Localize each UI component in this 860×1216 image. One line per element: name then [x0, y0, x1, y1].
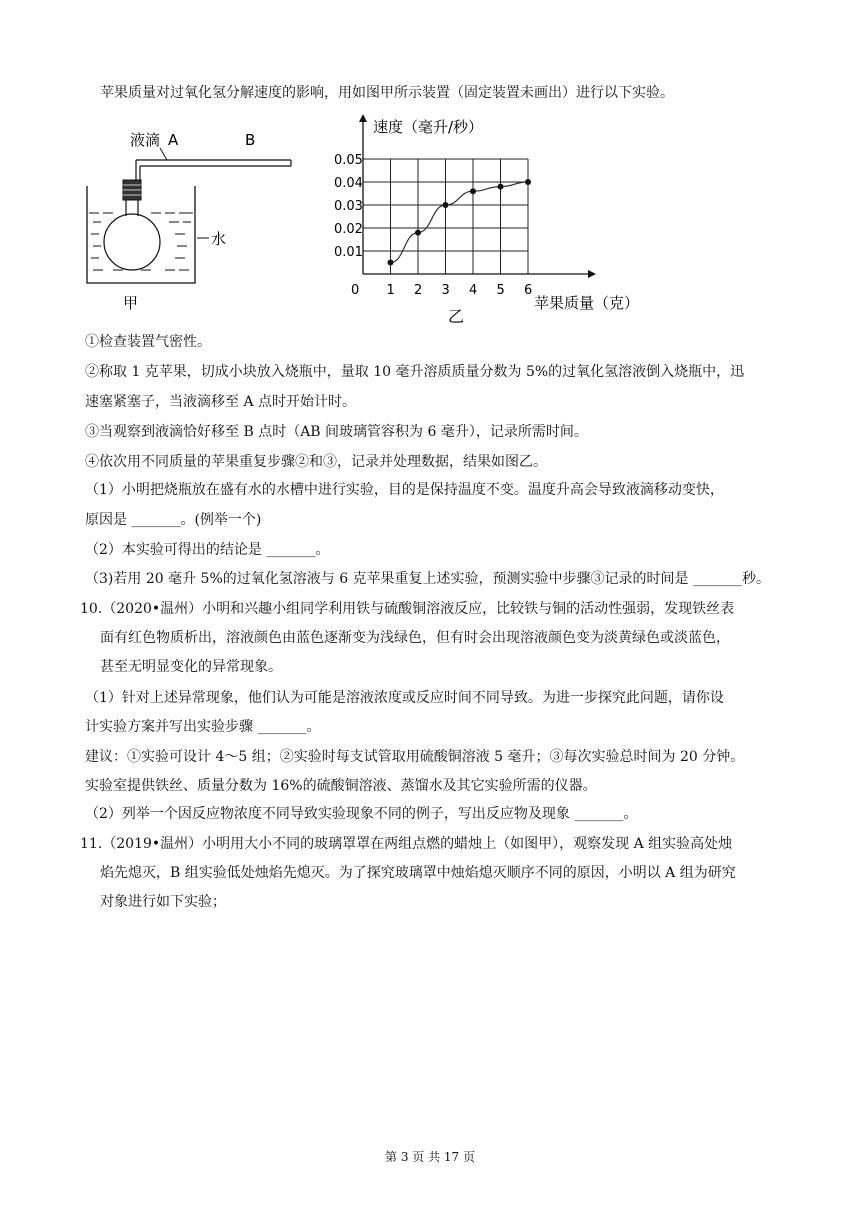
chart-caption: 乙 [448, 307, 465, 326]
water-label: 水 [211, 230, 227, 248]
step-4: ④依次用不同质量的苹果重复步骤②和③，记录并处理数据，结果如图乙。 [85, 454, 547, 470]
data-point [388, 260, 394, 266]
chart-ylabel: 速度（毫升/秒） [373, 118, 484, 136]
data-point [498, 184, 504, 190]
figure-jia-caption: 甲 [123, 294, 139, 312]
x-tick-label: 6 [524, 283, 533, 298]
y-axis-arrow [359, 114, 367, 122]
y-tick-label: 0.02 [334, 222, 363, 237]
data-point [525, 179, 531, 185]
q10-stem-2: 面有红色物质析出，溶液颜色由蓝色逐渐变为浅绿色，但有时会出现溶液颜色变为淡黄绿色或淡蓝色， [100, 630, 730, 646]
page-footer: 第 3 页 共 17 页 [385, 1150, 475, 1164]
q11-stem-3: 对象进行如下实验； [100, 894, 226, 910]
x-tick-label: 0 [351, 283, 360, 298]
q10-1: （1）针对上述异常现象，他们认为可能是溶液浓度或反应时间不同导致。为进一步探究此问题，请你设 [85, 690, 724, 706]
chart-grid [363, 159, 528, 274]
q10-stem-3: 甚至无明显变化的异常现象。 [100, 659, 282, 675]
y-tick-label: 0.01 [334, 245, 363, 260]
q10-stem: 10.（2020•温州）小明和兴趣小组同学利用铁与硫酸铜溶液反应，比较铁与铜的活动性强弱，发现铁丝表 [80, 601, 735, 617]
step-3: ③当观察到液滴恰好移至 B 点时（AB 间玻璃管容积为 6 毫升），记录所需时间。 [85, 424, 588, 440]
flask [104, 214, 160, 270]
point-b-label: B [245, 131, 256, 149]
x-tick-label: 2 [414, 283, 423, 298]
x-tick-label: 4 [469, 283, 478, 298]
x-tick-label: 3 [441, 283, 450, 298]
q11-stem-2: 焰先熄灭，B 组实验低处烛焰先熄灭。为了探究玻璃罩中烛焰熄灭顺序不同的原因，小明以 A 组为研究 [100, 865, 736, 881]
q9-3: （3)若用 20 毫升 5%的过氧化氢溶液与 6 克苹果重复上述实验，预测实验中步骤③记录的时间是 _______秒。 [85, 571, 770, 587]
y-tick-label: 0.04 [334, 176, 363, 191]
q11-stem: 11.（2019•温州）小明用大小不同的玻璃罩罩在两组点燃的蜡烛上（如图甲），观察发现 A 组实验高处烛 [80, 836, 733, 852]
q9-1: （1）小明把烧瓶放在盛有水的水槽中进行实验，目的是保持温度不变。温度升高会导致液滴移动变快， [85, 482, 724, 498]
q10-1-cont: 计实验方案并写出实验步骤 _______。 [85, 719, 321, 735]
data-point [470, 188, 476, 194]
q9-2: （2）本实验可得出的结论是 _______。 [85, 542, 330, 558]
step-2-cont: 速塞紧塞子，当液滴移至 A 点时开始计时。 [85, 394, 357, 410]
speed-chart [334, 112, 658, 327]
point-a-label: A [168, 131, 179, 149]
data-point [443, 202, 449, 208]
q9-1-cont: 原因是 _______。(例举一个) [85, 512, 262, 528]
x-axis-arrow [588, 270, 596, 278]
y-tick-label: 0.03 [334, 199, 363, 214]
q10-2: （2）列举一个因反应物浓度不同导致实验现象不同的例子，写出反应物及现象 _______。 [85, 806, 638, 822]
y-tick-label: 0.05 [334, 153, 363, 168]
series-curve [391, 182, 529, 263]
step-2: ②称取 1 克苹果，切成小块放入烧瓶中，量取 10 毫升溶质质量分数为 5%的过氧化氢溶液倒入烧瓶中，迅 [85, 364, 745, 380]
step-1: ①检查装置气密性。 [85, 334, 211, 350]
q10-materials: 实验室提供铁丝、质量分数为 16%的硫酸铜溶液、蒸馏水及其它实验所需的仪器。 [85, 778, 597, 794]
x-tick-label: 1 [386, 283, 395, 298]
apparatus-figure [85, 118, 300, 313]
chart-xlabel: 苹果质量（克） [534, 294, 640, 312]
q10-suggestion: 建议：①实验可设计 4～5 组；②实验时每支试管取用硫酸铜溶液 5 毫升；③每次实验总时间为 20 分钟。 [85, 749, 745, 765]
chart-axes [359, 114, 596, 278]
intro-text: 苹果质量对过氧化氢分解速度的影响，用如图甲所示装置（固定装置未画出）进行以下实验。 [100, 85, 674, 101]
x-tick-label: 5 [496, 283, 505, 298]
data-point [415, 230, 421, 236]
drop-label: 液滴 [130, 131, 161, 149]
